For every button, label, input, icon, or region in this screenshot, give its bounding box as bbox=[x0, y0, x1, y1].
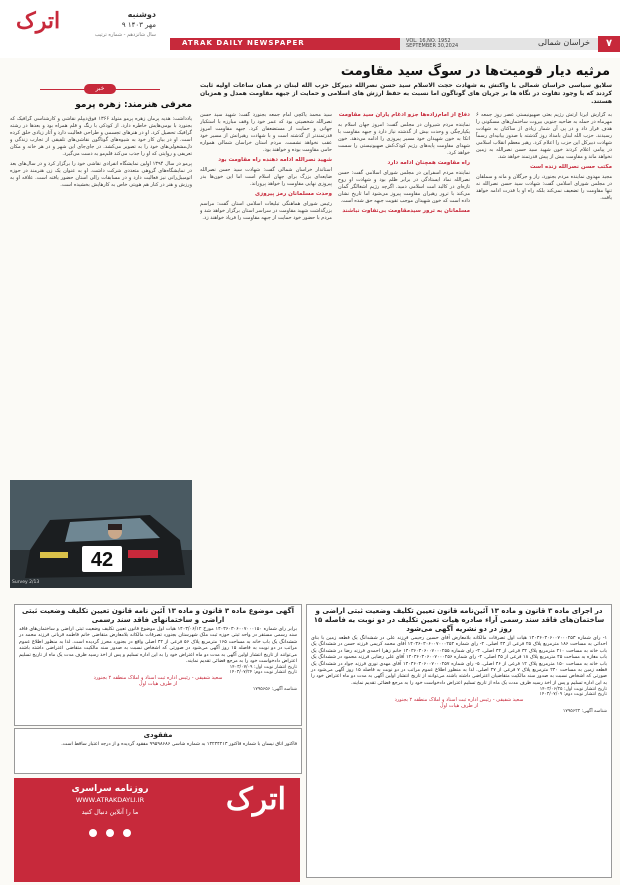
article-column-2 bbox=[338, 112, 470, 602]
photo-caption: Survey 2/13 bbox=[12, 580, 40, 585]
lost-body: فاکتور اتاق نیسان با شماره فاکتور ۱۴۲۴۴۲۱۳ به شماره شاسی ۹۹۵۹۸۶۸۶ مفقود گردیده و از درجه اعتبار ساقط است. bbox=[61, 742, 297, 747]
page-number: ۷ bbox=[598, 36, 620, 52]
article-subheading: مسلمانان به ترور سیدمقاومت بی‌تفاوت نباشند bbox=[342, 208, 470, 214]
footer-banner bbox=[14, 778, 300, 882]
notice-title: در اجرای ماده ۳ قانون و ماده ۱۳ آئین‌نامه قانون تعیین تکلیف وضعیت ثبتی اراضی و ساختمان‌های فاقد سند رسمی آراء صادره هیات تعیین تکلیف در دو نوبت به فاصله ۱۵ روز در دو نشریه آگهی می‌شود bbox=[313, 607, 605, 633]
notice-date-2: تاریخ انتشار نوبت دوم: ۱۴۰۳/۰۷/۰۹ bbox=[539, 692, 607, 698]
main-lead: سلایق سیاسی خراسان شمالی با واکنش به شهادت حجت الاسلام سید حسن نصرالله دبیرکل حزب الله لبنان در همان ساعات اولیه ثابت کردند که با وجود تفاوت در نگاه ها بر جریان های گوناگون اما نسبت به حفظ ارزش های اسلامی و حمایت از جبهه مقاومت همدل و همزبان هستند. bbox=[200, 82, 612, 105]
lost-notice bbox=[14, 728, 302, 774]
notice-signature-sub: از طرف هیات اول bbox=[138, 681, 178, 688]
article-paragraph: استاندار خراسان شمالی گفت: شهادت سید حسن نصرالله ضایعه‌ای بزرگ برای جهان اسلام است اما این خون‌ها بذر پیروزی نهایی مقاومت را خواهد پروراند. bbox=[200, 167, 332, 187]
issue-subtitle: سال شانزدهم - شماره ترتیب bbox=[94, 32, 156, 38]
article-subheading: شهید نصرالله ادامه دهنده راه مقاومت بود bbox=[218, 157, 332, 163]
article-paragraph: به گزارش ایرنا ارتش رژیم بعثی صهیونیستی عصر روز جمعه ۶ مهرماه در حمله به ضاحیه جنوبی بیروت ساختمان‌های مسکونی را هدف قرار داد و در پی آن شمار زیادی از ساکنان به شهادت رسیدند. حزب الله لبنان بامداد روز گذشته با صدور بیانیه‌ای رسماً شهادت دبیرکل این حزب را اعلام کرد. رهبر معظم انقلاب اسلامی در پیامی اعلام کردند خون شهید سید حسن نصرالله به زمین نخواهد ماند و مقاومت بیش از پیش قدرتمند خواهد شد. bbox=[476, 112, 612, 160]
footer-paper-type: روزنامه سراسری bbox=[71, 784, 149, 794]
badge-label: خبر bbox=[84, 84, 116, 94]
lost-title: مفقودی bbox=[143, 731, 173, 739]
notice-signature: سعید شفیقی - رئیس اداره ثبت اسناد و املاک منطقه ۲ بجنورد bbox=[93, 675, 223, 682]
section-bar bbox=[400, 38, 620, 50]
weekday: دوشنبه bbox=[127, 10, 156, 19]
feature-badge bbox=[40, 84, 160, 94]
article-subheading: مکتب حسن نصرالله زنده است bbox=[529, 164, 612, 170]
web-icon[interactable] bbox=[123, 829, 131, 837]
notice-code: شناسه آگهی: ۱۷۹۵۶۲۲ bbox=[562, 709, 607, 715]
paper-name-en: ATRAK DAILY NEWSPAPER bbox=[182, 39, 305, 47]
car-number: 42 bbox=[90, 549, 114, 571]
article-paragraph: نماینده مردم شیروان در مجلس گفت: امروز جهان اسلام به یکپارچگی و وحدت بیش از گذشته نیاز دارد و جبهه مقاومت با اتکا به خون شهیدان خود مسیر پیروزی را ادامه می‌دهد. خون شهدای مقاومت پایه‌های رژیم کودک‌کش صهیونیستی را سست خواهد کرد. bbox=[338, 122, 470, 156]
article-paragraph: مجید مهدوی نماینده مردم بجنورد، راز و جرگلان و مانه و سملقان در مجلس شورای اسلامی گفت: شهادت سید حسن نصرالله نه تنها مقاومت را تضعیف نمی‌کند بلکه راه او با قدرت ادامه خواهد یافت. bbox=[476, 174, 612, 201]
social-icons bbox=[50, 822, 170, 841]
main-headline: مرثیه دیار قومیت‌ها در سوگ سید مقاومت bbox=[340, 64, 610, 79]
notice-code: شناسه آگهی: ۱۷۹۵۶۵۶ bbox=[252, 687, 297, 693]
footer-tagline: ما را آنلاین دنبال کنید bbox=[81, 808, 139, 816]
date-text: ۹ مهر ۱۴۰۳ bbox=[121, 21, 156, 29]
article-subheading: راه مقاومت همچنان ادامه دارد bbox=[387, 160, 470, 166]
date-en: SEPTEMBER 30,2024 bbox=[406, 43, 459, 49]
article-paragraph: رئیس شورای هماهنگی تبلیغات اسلامی استان گفت: مراسم بزرگداشت شهید مقاومت در سراسر استان برگزار خواهد شد و مردم با حضور خود حمایت از جبهه مقاومت را فریاد خواهند زد. bbox=[200, 201, 332, 221]
article-subheading: وحدت مسلمانان رمز پیروزی bbox=[254, 191, 332, 197]
issue-date bbox=[86, 10, 156, 40]
instagram-icon[interactable] bbox=[89, 829, 97, 837]
notice-body: ۱- رای شماره ۱۴۰۳۶۰۳۰۶۰۰۷۰۰۰۲۵۳ هیات اول تصرفات مالکانه بلامعارض آقای حسین رحیمی فرزند علی در ششدانگ یک قطعه زمین با بنای احداثی به مساحت ۱۸۶ مترمربع پلاک ۲۵ فرعی از ۴۴ اصلی. ۲- رای شماره ۱۴۰۳۶۰۳۰۶۰۰۷۰۰۰۲۵۴ آقای محمد کریمی فرزند حسن در ششدانگ یک باب خانه به مساحت ۲۱۰ مترمربع پلاک ۳۲ فرعی از ۴۴ اصلی. ۳- رای شماره ۱۴۰۳۶۰۳۰۶۰۰۷۰۰۰۲۵۵ خانم زهرا احمدی فرزند رضا در ششدانگ یک باب مغازه به مساحت ۴۵ مترمربع پلاک ۱۸ فرعی از ۴۵ اصلی. ۴- رای شماره ۱۴۰۳۶۰۳۰۶۰۰۷۰۰۰۲۵۶ آقای علی رضایی فرزند محمود در ششدانگ یک باب خانه به مساحت ۱۵۰ مترمربع پلاک ۱۲ فرعی از ۴۶ اصلی. ۵- رای شماره ۱۴۰۳۶۰۳۰۶۰۰۷۰۰۰۲۵۷ آقای مهدی نوری فرزند جواد در ششدانگ یک قطعه زمین به مساحت ۲۴۰ مترمربع پلاک ۷ فرعی از ۴۷ اصلی. لذا به منظور اطلاع عموم مراتب در دو نوبت به فاصله ۱۵ روز آگهی می‌شود در صورتی که اشخاص نسبت به صدور سند مالکیت متقاضیان اعتراضی داشته باشند می‌توانند از تاریخ انتشار اولین آگهی به مدت دو ماه اعتراض خود را به این اداره تسلیم و پس از اخذ رسید ظرف مدت یک ماه از تاریخ تسلیم اعتراض دادخواست خود را به مرجع قضائی تقدیم نمایند. bbox=[311, 636, 608, 686]
volume-info bbox=[406, 39, 458, 49]
paper-name-bar bbox=[170, 38, 400, 50]
car-illustration bbox=[10, 480, 192, 588]
volume: VOL. 16,NO. 1952 bbox=[406, 38, 451, 44]
notice-date-1: تاریخ انتشار نوبت اول: ۱۴۰۳/۰۶/۲۵ bbox=[539, 687, 607, 693]
article-subheading: دفاع از امام‌زاده‌ها جزو ادغام یاران سید مقاومت bbox=[338, 112, 470, 118]
footer-logo: اترک bbox=[225, 782, 286, 817]
footer-website-link[interactable]: WWW.ATRAKDAYLI.IR bbox=[75, 796, 145, 804]
rally-car-photo bbox=[10, 480, 192, 588]
article-column-1 bbox=[476, 112, 612, 602]
feature-title: معرفی هنرمند: زهره پرمو bbox=[75, 100, 192, 110]
legal-notice-left bbox=[14, 604, 302, 726]
atrak-logo: اترک bbox=[16, 8, 61, 34]
section-title: خراسان شمالی bbox=[537, 38, 590, 47]
notice-title: آگهی موضوع ماده ۳ قانون و ماده ۱۳ آئین نامه قانون تعیین تکلیف وضعیت ثبتی اراضی و ساختمانهای فاقد سند رسمی bbox=[21, 607, 295, 624]
feature-body bbox=[10, 116, 192, 476]
notice-signature: سعید شفیقی - رئیس اداره ثبت اسناد و املاک منطقه ۲ بجنورد bbox=[394, 697, 524, 704]
notice-date-1: تاریخ انتشار نوبت اول: ۱۴۰۳/۰۷/۰۹ bbox=[229, 665, 297, 671]
article-paragraph: سید محمد یاکچی امام جمعه بجنورد گفت: شهید سید حسن نصرالله شخصیتی بود که عمر خود را وقف مبارزه با استکبار جهانی و حمایت از مستضعفان کرد. جبهه مقاومت امروز قدرتمندتر از گذشته است و با شهادت رهبرانش از مسیر خود عقب نخواهد نشست. مردم استان خراسان شمالی همواره حامی مقاومت بوده و خواهند بود. bbox=[200, 112, 332, 153]
notice-signature-sub: از طرف هیات اول bbox=[439, 703, 479, 710]
telegram-icon[interactable] bbox=[106, 829, 114, 837]
legal-notice-right bbox=[306, 604, 612, 878]
feature-paragraph: یادداشت: هدیه پرمان زهره پرمو متولد ۱۳۶۶ فوق‌دیپلم نقاشی و کارشناسی گرافیک که بجنورد با بومی‌هایش خاطره دارد. از کودکی با رنگ و قلم همراه بود و بعدها در رشته گرافیک تحصیل کرد. او در هنرهای تجسمی و طراحی فعالیت دارد و آثار زیادی خلق کرده است. او در بیان کار خود به شیوه‌های گوناگون نقاشی‌های تلفیقی از تجارب زندگی و دل‌مشغولی‌های خود را به تصویر می‌کشد. در جای‌جای این شهر و در هر خانه و مکان تعریفی و روایتی که او را جذب می‌کند قلم‌مو به دست می‌گیرد. bbox=[10, 116, 192, 157]
notice-date-2: تاریخ انتشار نوبت دوم: ۱۴۰۳/۰۷/۲۴ bbox=[229, 670, 297, 676]
notice-body: برابر رای شماره ۱۴۰۳۶۰۳۰۶۰۰۷۰۰۰۱۵۰ مورخ ۱۴۰۳/۰۶/۱۲ هیات اول موضوع قانون تعیین تکلیف وضعیت ثبتی اراضی و ساختمان‌های فاقد سند رسمی مستقر در واحد ثبتی حوزه ثبت ملک شهرستان بجنورد تصرفات مالکانه بلامعارض متقاضی خانم فاطمه قربانی فرزند محمد در ششدانگ یک باب خانه به مساحت ۱۶۵ مترمربع پلاک ۵۶ فرعی از ۴۴ اصلی واقع در بجنورد محرز گردیده است. لذا به منظور اطلاع عموم مراتب در دو نوبت به فاصله ۱۵ روز آگهی می‌شود در صورتی که اشخاص نسبت به صدور سند مالکیت متقاضی اعتراضی داشته باشند می‌توانند از تاریخ انتشار اولین آگهی به مدت دو ماه اعتراض خود را به این اداره تسلیم و پس از اخذ رسید ظرف مدت یک ماه از تاریخ تسلیم اعتراض دادخواست خود را به مرجع قضائی تقدیم نمایند. bbox=[19, 627, 298, 665]
feature-paragraph: پرمو در سال ۱۳۹۴ اولین نمایشگاه انفرادی نقاشی خود را برگزار کرد و در سال‌های بعد در نمایشگاه‌های گروهی متعددی شرکت داشت. او به عنوان یک زن هنرمند در حوزه اتومبیل‌رانی نیز فعالیت دارد و در مسابقات رالی استان حضور یافته است. علاقه او به ورزش و هنر در کنار هم هویتی خاص به کارهایش بخشیده است. bbox=[10, 161, 192, 188]
article-column-3 bbox=[200, 112, 332, 602]
article-paragraph: نماینده مردم اسفراین در مجلس شورای اسلامی گفت: حسن نصرالله نماد ایستادگی در برابر ظلم بود و شهادت او روح تازه‌ای در کالبد امت اسلامی دمید. اگرچه رژیم اشغالگر گمان می‌کند با ترور رهبران مقاومت پیروز می‌شود اما تاریخ نشان داده است که خون شهیدان موجب تقویت جبهه حق شده است. bbox=[338, 170, 470, 204]
